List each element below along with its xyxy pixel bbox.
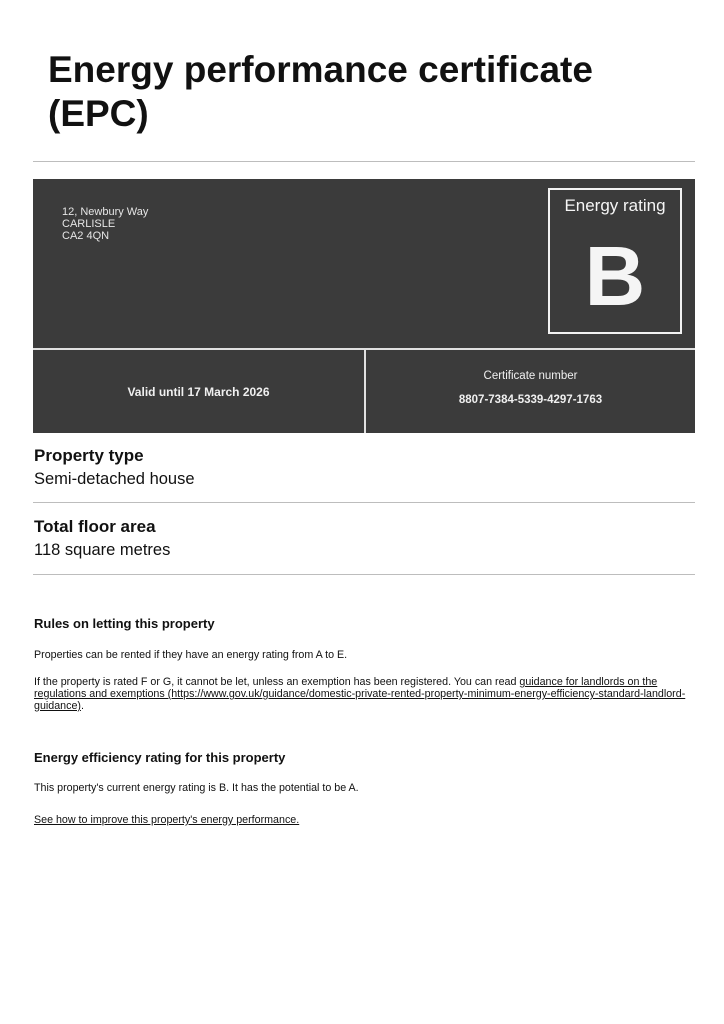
energy-rating-box <box>548 188 682 334</box>
energy-rating-letter: B <box>584 229 646 323</box>
certificate-info <box>366 350 695 433</box>
property-address <box>62 206 148 242</box>
efficiency-heading: Energy efficiency rating for this property <box>34 750 286 765</box>
landlord-guidance-link[interactable]: guidance for landlords on the regulations and exemptions (https://www.gov.uk/guidance/domestic-private-rented-property-minimum-energy-efficiency-standard-landlord-guidance) <box>34 676 686 712</box>
letting-paragraph-2 <box>34 676 696 712</box>
letting-paragraph-1: Properties can be rented if they have an energy rating from A to E. <box>34 649 348 661</box>
certificate-number: 8807-7384-5339-4297-1763 <box>458 394 603 406</box>
address-line-2: CARLISLE <box>62 218 116 230</box>
letting-paragraph-2-end: . <box>80 700 84 712</box>
efficiency-paragraph: This property's current energy rating is B. It has the potential to be A. <box>34 782 359 794</box>
floor-area-label: Total floor area <box>34 517 156 536</box>
energy-rating-label: Energy rating <box>564 196 666 215</box>
floor-area-value: 118 square metres <box>34 541 171 559</box>
divider <box>33 161 695 162</box>
letting-paragraph-2-text: If the property is rated F or G, it cannot be let, unless an exemption has been registered. You can read <box>34 676 520 688</box>
page-title: Energy performance certificate (EPC) <box>48 49 593 134</box>
valid-until: Valid until 17 March 2026 <box>127 384 270 399</box>
divider <box>33 574 695 575</box>
address-line-1: 12, Newbury Way <box>62 206 149 218</box>
improve-performance-link[interactable]: See how to improve this property's energy performance. <box>34 814 300 826</box>
address-line-3: CA2 4QN <box>62 230 110 242</box>
letting-heading: Rules on letting this property <box>34 616 215 631</box>
divider <box>33 502 695 503</box>
certificate-number-label: Certificate number <box>483 370 578 382</box>
property-type-value: Semi-detached house <box>34 470 195 488</box>
property-type-label: Property type <box>34 446 144 465</box>
epc-summary-banner <box>33 179 695 433</box>
